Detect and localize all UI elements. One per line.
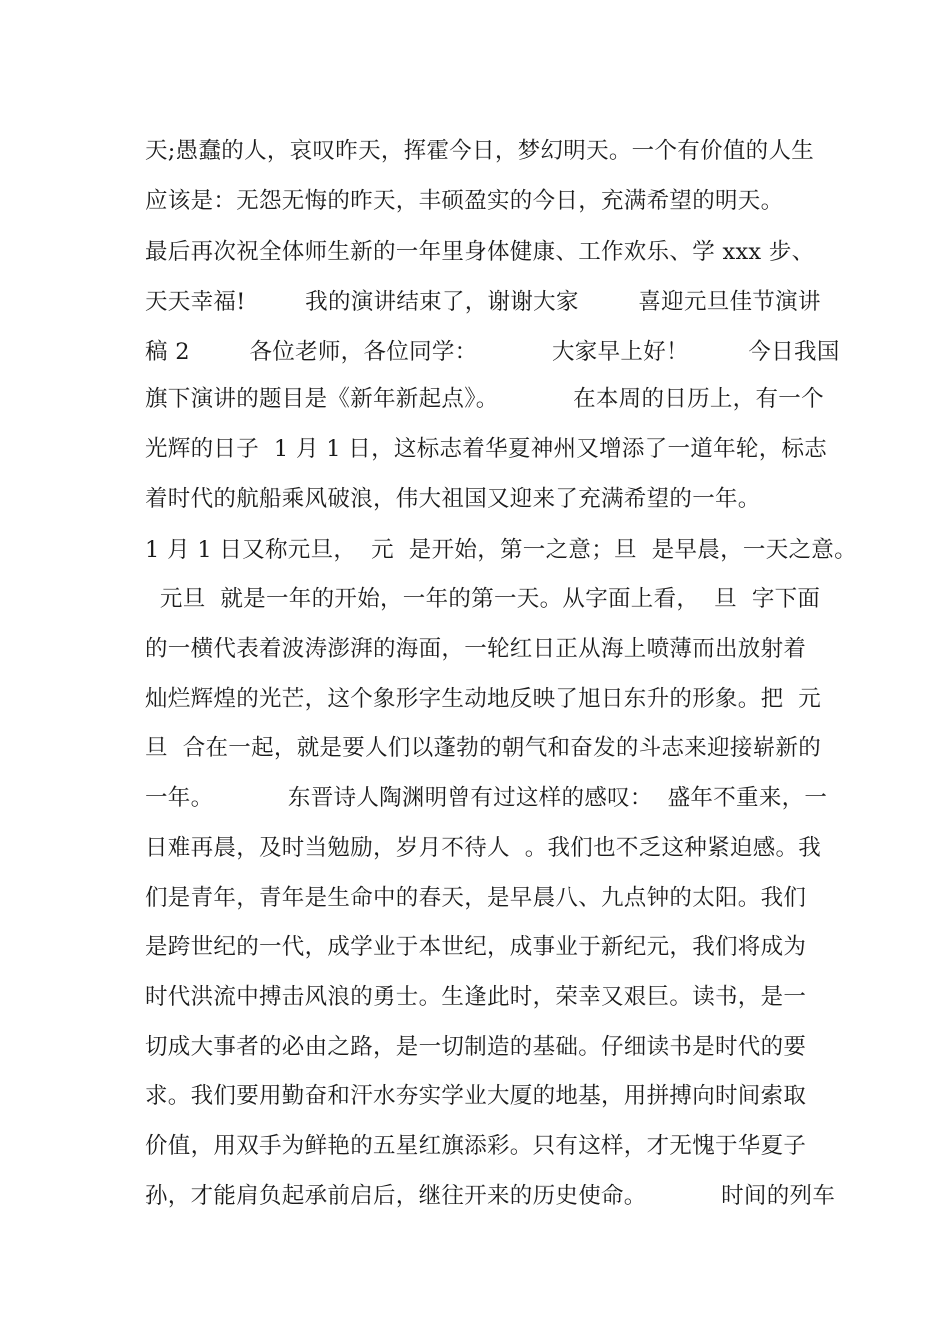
text-line: 元旦 就是一年的开始，一年的第一天。从字面上看， 旦 字下面 [145, 586, 821, 612]
text-line: 旦 合在一起，就是要人们以蓬勃的朝气和奋发的斗志来迎接崭新的 [145, 735, 822, 761]
text-line: 着时代的航船乘风破浪，伟大祖国又迎来了充满希望的一年。 [145, 486, 761, 512]
text-line: 1 月 1 日又称元旦， 元 是开始，第一之意；旦 是早晨，一天之意。 [145, 537, 857, 563]
text-line: 天天幸福! 我的演讲结束了，谢谢大家 喜迎元旦佳节演讲 [145, 289, 821, 315]
text-line: 们是青年，青年是生命中的春天，是早晨八、九点钟的太阳。我们 [145, 885, 807, 911]
text-line: 时代洪流中搏击风浪的勇士。生逢此时，荣幸又艰巨。读书，是一 [145, 984, 807, 1010]
text-line: 价值，用双手为鲜艳的五星红旗添彩。只有这样，才无愧于华夏子 [145, 1133, 807, 1159]
text-line: 孙，才能肩负起承前启后，继往开来的历史使命。 时间的列车 [145, 1183, 836, 1209]
text-line: 灿烂辉煌的光芒，这个象形字生动地反映了旭日东升的形象。把 元 [145, 686, 822, 712]
text-line: 天;愚蠢的人，哀叹昨天，挥霍今日，梦幻明天。一个有价值的人生 [145, 138, 815, 164]
text-line: 应该是：无怨无悔的昨天，丰硕盈实的今日，充满希望的明天。 [145, 188, 784, 214]
text-line: 旗下演讲的题目是《新年新起点》。 在本周的日历上，有一个 [145, 386, 824, 412]
text-line: 一年。 东晋诗人陶渊明曾有过这样的感叹： 盛年不重来，一 [145, 785, 828, 811]
text-line: 光辉的日子 1 月 1 日，这标志着华夏神州又增添了一道年轮，标志 [145, 436, 828, 462]
text-line: 最后再次祝全体师生新的一年里身体健康、工作欢乐、学 xxx 步、 [145, 239, 815, 265]
text-line: 日难再晨，及时当勉励，岁月不待人 。我们也不乏这种紧迫感。我 [145, 835, 822, 861]
text-line: 切成大事者的必由之路，是一切制造的基础。仔细读书是时代的要 [145, 1034, 807, 1060]
text-line: 稿 2 各位老师，各位同学： 大家早上好！ 今日我国 [145, 339, 840, 365]
text-line: 求。我们要用勤奋和汗水夯实学业大厦的地基，用拼搏向时间索取 [145, 1083, 807, 1109]
text-line: 的一横代表着波涛澎湃的海面，一轮红日正从海上喷薄而出放射着 [145, 636, 807, 662]
text-line: 是跨世纪的一代，成学业于本世纪，成事业于新纪元，我们将成为 [145, 934, 807, 960]
